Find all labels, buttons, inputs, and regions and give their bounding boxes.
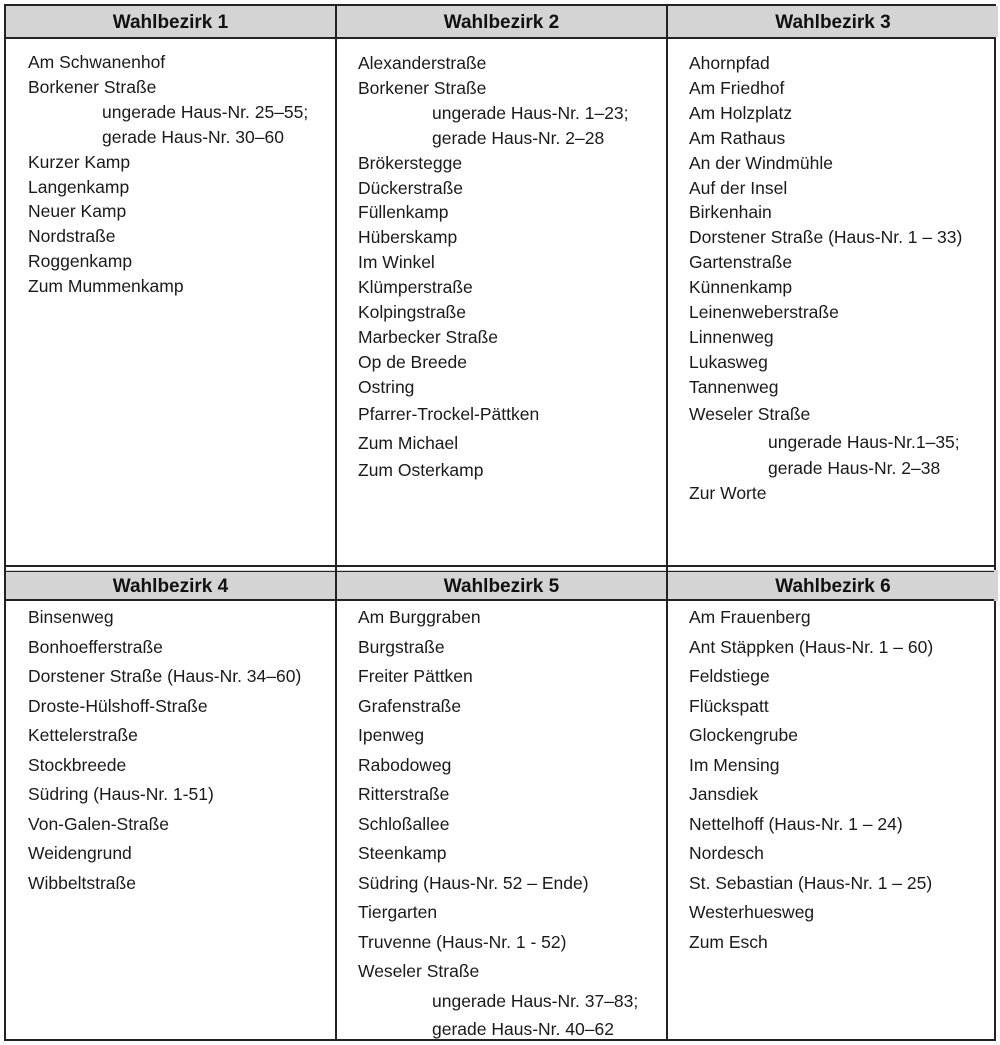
street-item: Kolpingstraße: [358, 302, 466, 323]
street-item: St. Sebastian (Haus-Nr. 1 – 25): [689, 872, 933, 893]
street-item: Stockbreede: [28, 754, 127, 775]
street-subitem: gerade Haus-Nr. 2–38: [768, 457, 941, 478]
street-item: Borkener Straße: [358, 77, 487, 98]
street-item: Südring (Haus-Nr. 52 – Ende): [358, 872, 589, 893]
street-subitem: gerade Haus-Nr. 40–62: [432, 1018, 614, 1039]
street-item: Am Friedhof: [689, 77, 785, 98]
street-item: Pfarrer-Trockel-Pättken: [358, 403, 540, 424]
street-item: Ostring: [358, 376, 415, 397]
district-2-street-list: [358, 51, 629, 483]
street-item: Nettelhoff (Haus-Nr. 1 – 24): [689, 813, 903, 834]
street-item: Alexanderstraße: [358, 53, 487, 73]
district-4-street-list: [28, 603, 301, 898]
street-item: Droste-Hülshoff-Straße: [28, 695, 208, 716]
street-item: Im Winkel: [358, 252, 435, 273]
district-table: [4, 4, 996, 1041]
street-item: Im Mensing: [689, 754, 780, 775]
street-item: Hüberskamp: [358, 227, 458, 248]
street-item: Kettelerstraße: [28, 725, 138, 745]
street-item: Gartenstraße: [689, 252, 793, 273]
street-item: Brökerstegge: [358, 152, 463, 173]
street-item: Südring (Haus-Nr. 1-51): [28, 784, 214, 804]
street-subitem: gerade Haus-Nr. 30–60: [102, 126, 284, 147]
street-item: Klümperstraße: [358, 277, 473, 298]
street-item: Marbecker Straße: [358, 326, 499, 347]
district-header-2: Wahlbezirk 2: [337, 6, 666, 37]
district-1-street-list: [28, 50, 308, 299]
street-item: Steenkamp: [358, 843, 447, 863]
street-item: Wibbeltstraße: [28, 872, 136, 893]
street-item: Grafenstraße: [358, 695, 462, 716]
street-item: Birkenhain: [689, 202, 772, 223]
street-item: Bonhoefferstraße: [28, 636, 163, 657]
street-item: An der Windmühle: [689, 152, 833, 173]
row-divider: [6, 565, 994, 567]
street-item: Langenkamp: [28, 176, 130, 197]
street-item: Tiergarten: [358, 902, 438, 922]
street-subitem: ungerade Haus-Nr. 1–23;: [432, 102, 629, 123]
street-item: Ahornpfad: [689, 53, 770, 73]
street-item: Dorstener Straße (Haus-Nr. 34–60): [28, 666, 302, 686]
street-item: Zum Osterkamp: [358, 459, 484, 480]
street-item: Leinenweberstraße: [689, 302, 839, 323]
street-item: Am Burggraben: [358, 607, 481, 627]
street-item: Weidengrund: [28, 843, 132, 863]
street-item: Rabodoweg: [358, 754, 452, 775]
district-5-street-list: [358, 603, 638, 1043]
street-item: Truvenne (Haus-Nr. 1 - 52): [358, 931, 567, 952]
street-subitem: ungerade Haus-Nr. 37–83;: [432, 990, 639, 1011]
street-item: Zum Mummenkamp: [28, 276, 184, 297]
street-item: Roggenkamp: [28, 251, 133, 272]
district-header-5: Wahlbezirk 5: [337, 570, 666, 601]
street-item: Ritterstraße: [358, 784, 450, 804]
district-header-6: Wahlbezirk 6: [668, 570, 998, 601]
street-item: Zur Worte: [689, 482, 767, 503]
street-item: Künnenkamp: [689, 277, 793, 298]
district-header-1: Wahlbezirk 1: [6, 6, 335, 37]
street-subitem: gerade Haus-Nr. 2–28: [432, 127, 605, 148]
street-item: Kurzer Kamp: [28, 151, 131, 172]
street-item: Ant Stäppken (Haus-Nr. 1 – 60): [689, 636, 934, 657]
street-item: Nordesch: [689, 843, 764, 863]
street-item: Weseler Straße: [689, 403, 811, 424]
street-subitem: ungerade Haus-Nr. 25–55;: [102, 101, 309, 122]
street-item: Weseler Straße: [358, 961, 480, 981]
street-item: Glockengrube: [689, 725, 798, 745]
street-item: Füllenkamp: [358, 202, 449, 223]
street-item: Borkener Straße: [28, 76, 157, 97]
street-item: Am Schwanenhof: [28, 52, 166, 72]
district-3-street-list: [689, 51, 962, 506]
row-divider: [6, 599, 994, 601]
street-item: Schloßallee: [358, 813, 450, 834]
column-divider: [666, 6, 668, 1039]
district-header-3: Wahlbezirk 3: [668, 6, 998, 37]
street-item: Von-Galen-Straße: [28, 813, 170, 834]
street-item: Am Rathaus: [689, 127, 786, 148]
street-item: Lukasweg: [689, 351, 768, 372]
street-item: Auf der Insel: [689, 177, 788, 198]
street-subitem: ungerade Haus-Nr.1–35;: [768, 431, 960, 452]
street-item: Zum Michael: [358, 432, 459, 453]
street-item: Tannenweg: [689, 376, 779, 397]
street-item: Dückerstraße: [358, 177, 464, 198]
row-divider: [6, 571, 994, 572]
street-item: Binsenweg: [28, 607, 114, 627]
street-item: Ipenweg: [358, 725, 425, 745]
district-header-4: Wahlbezirk 4: [6, 570, 335, 601]
street-item: Op de Breede: [358, 351, 467, 372]
street-item: Westerhuesweg: [689, 902, 815, 922]
street-item: Zum Esch: [689, 931, 768, 952]
street-item: Am Frauenberg: [689, 607, 811, 627]
street-item: Dorstener Straße (Haus-Nr. 1 – 33): [689, 227, 963, 248]
street-item: Burgstraße: [358, 636, 445, 657]
street-item: Linnenweg: [689, 326, 774, 347]
street-item: Am Holzplatz: [689, 102, 793, 123]
street-item: Jansdiek: [689, 784, 759, 804]
street-item: Feldstiege: [689, 666, 770, 686]
street-item: Neuer Kamp: [28, 201, 127, 222]
street-item: Nordstraße: [28, 226, 116, 247]
column-divider: [335, 6, 337, 1039]
street-item: Freiter Pättken: [358, 666, 473, 686]
row-divider: [6, 37, 994, 39]
street-item: Flückspatt: [689, 695, 769, 716]
district-6-street-list: [689, 603, 933, 957]
